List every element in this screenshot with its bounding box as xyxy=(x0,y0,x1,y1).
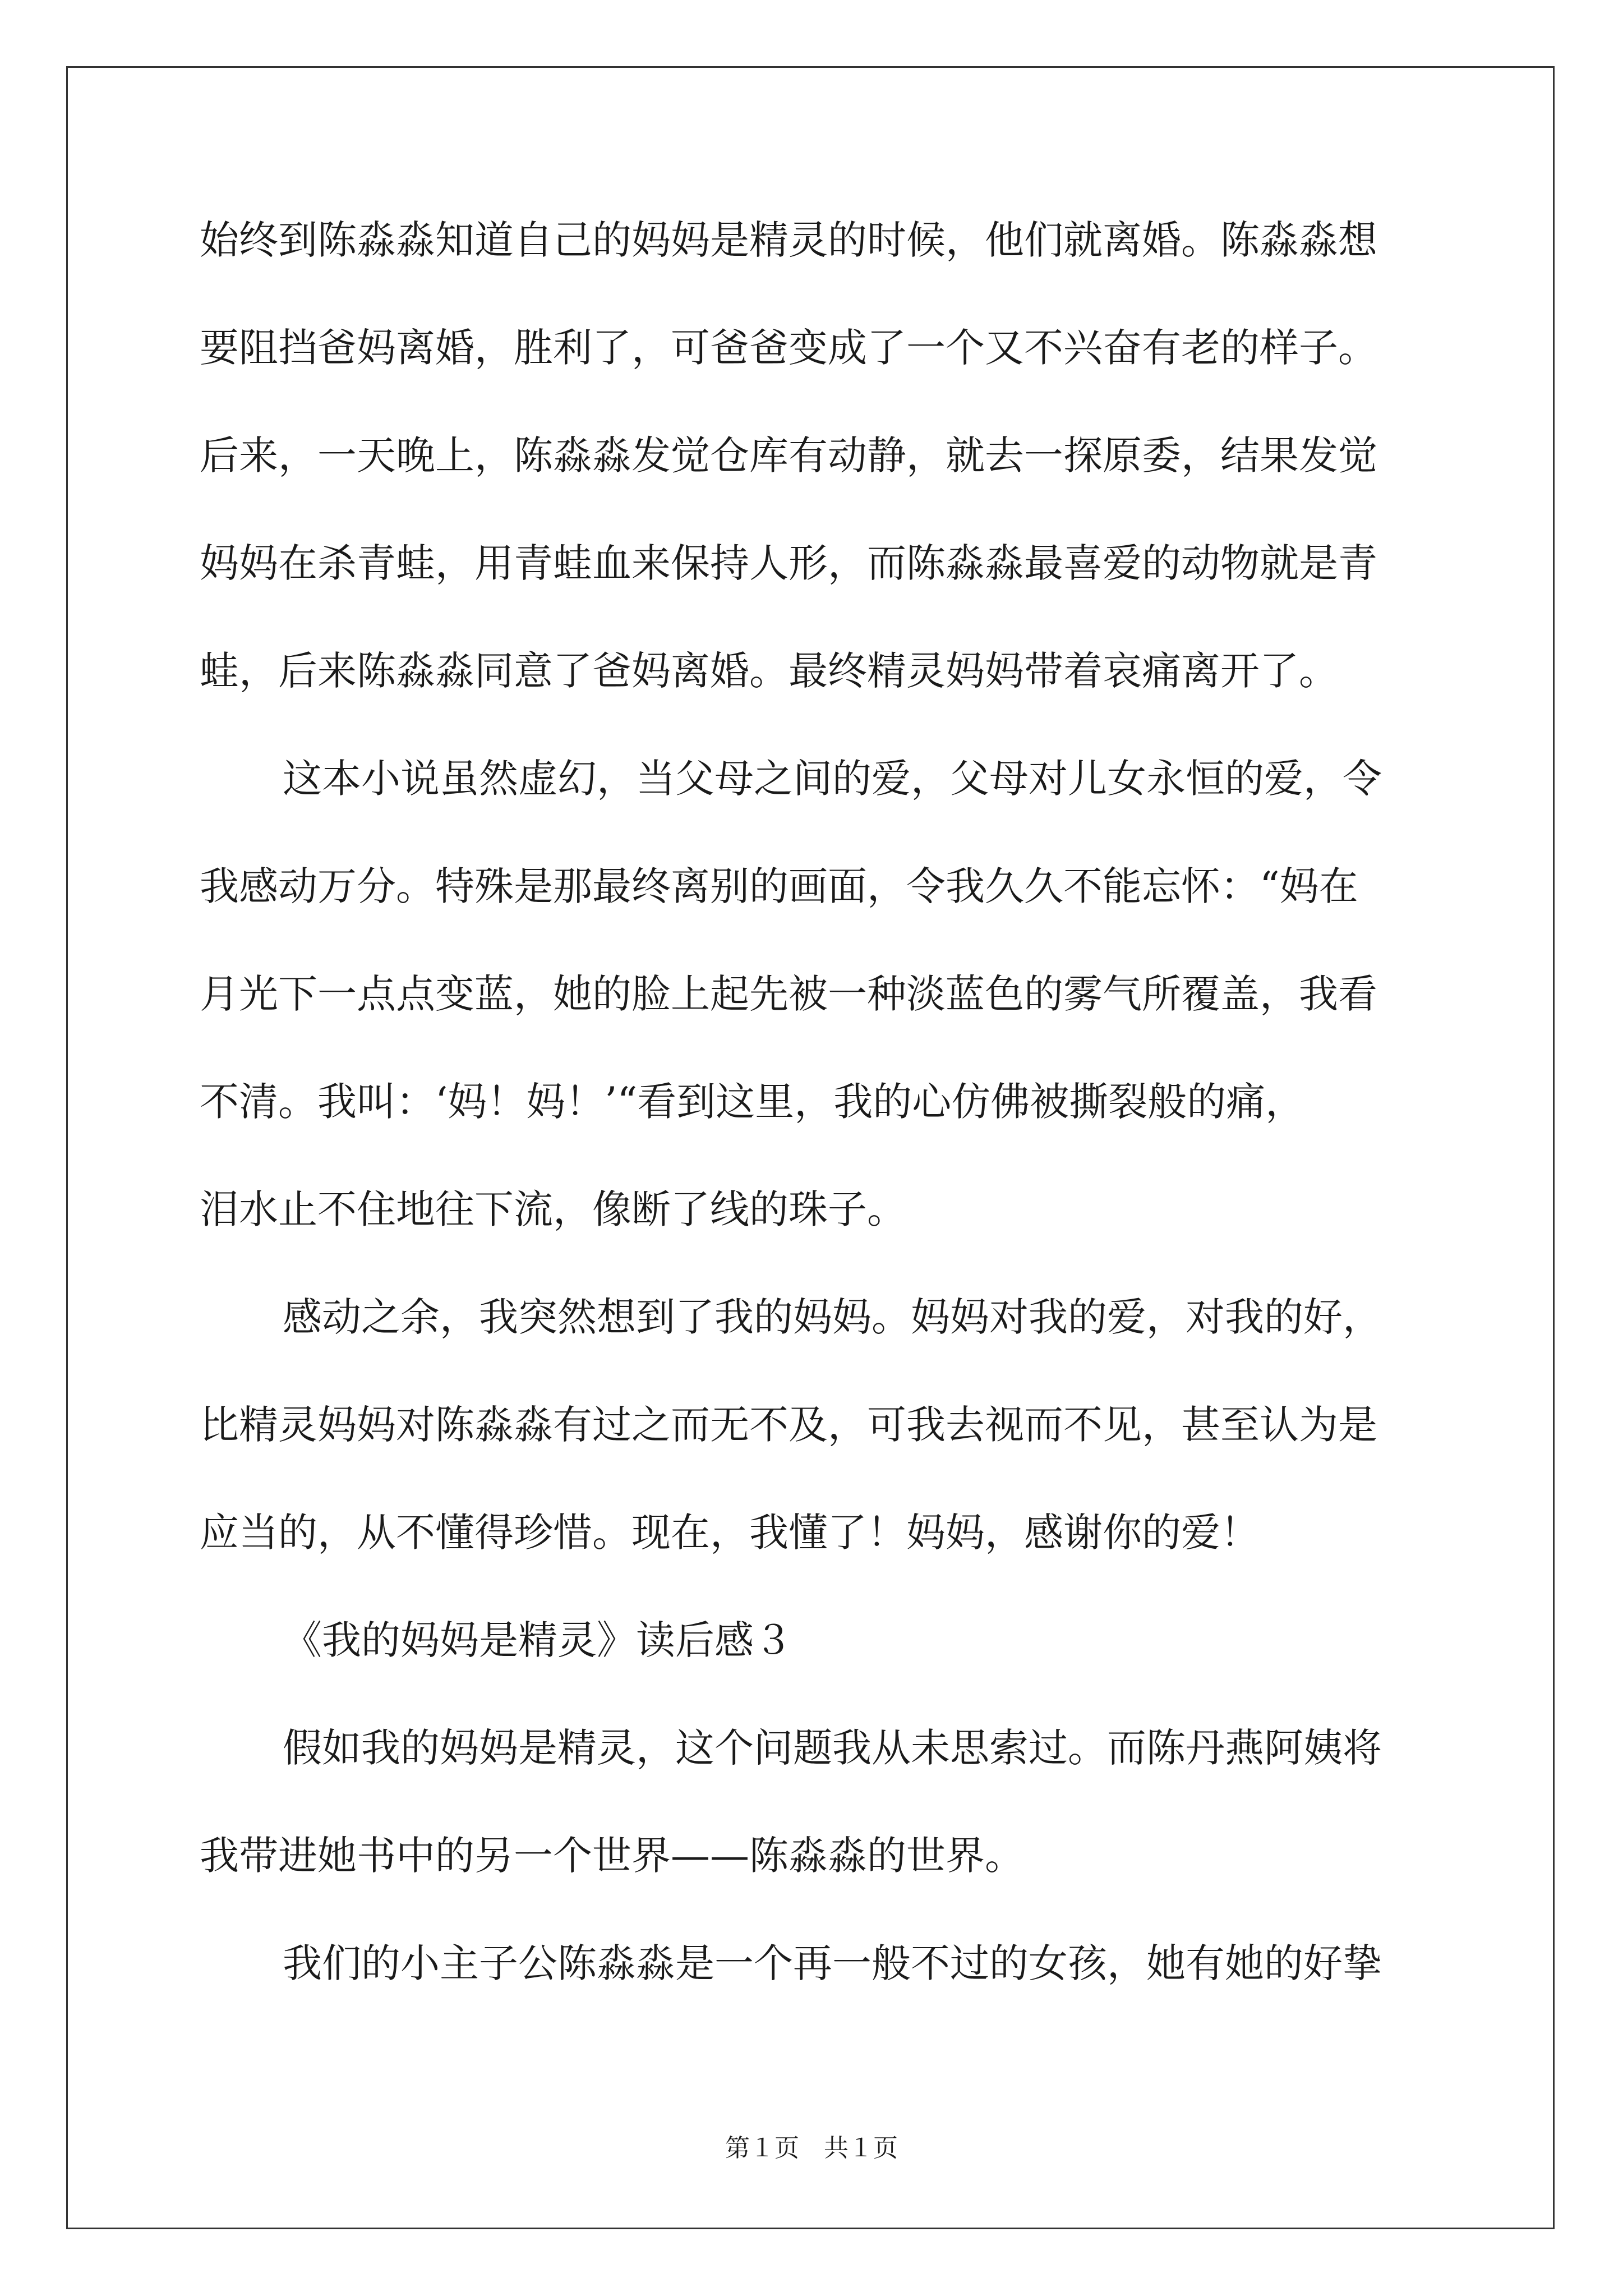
text-line-12: 比精灵妈妈对陈淼淼有过之而无不及，可我去视而不见，甚至认为是 xyxy=(200,1402,1377,1448)
text-line-8: 月光下一点点变蓝，她的脸上起先被一种淡蓝色的雾气所覆盖，我看 xyxy=(200,971,1377,1017)
text-line-3: 后来，一天晚上，陈淼淼发觉仓库有动静，就去一探原委，结果发觉 xyxy=(200,432,1377,478)
text-line-2: 要阻挡爸妈离婚，胜利了，可爸爸变成了一个又不兴奋有老的样子。 xyxy=(200,325,1377,371)
text-line-9: 不清。我叫：‘妈！妈！’“看到这里，我的心仿佛被撕裂般的痛， xyxy=(200,1079,1305,1125)
text-line-4: 妈妈在杀青蛙，用青蛙血来保持人形，而陈淼淼最喜爱的动物就是青 xyxy=(200,540,1377,586)
text-line-15: 假如我的妈妈是精灵，这个问题我从未思索过。而陈丹燕阿姨将 xyxy=(283,1725,1382,1771)
text-line-11: 感动之余，我突然想到了我的妈妈。妈妈对我的爱，对我的好， xyxy=(283,1294,1382,1340)
page-footer: 第１页 共１页 xyxy=(725,2134,898,2162)
text-line-7: 我感动万分。特殊是那最终离别的画面，令我久久不能忘怀：“妈在 xyxy=(200,863,1358,909)
text-line-10: 泪水止不住地往下流，像断了线的珠子。 xyxy=(200,1186,906,1232)
text-line-1: 始终到陈淼淼知道自己的妈妈是精灵的时候，他们就离婚。陈淼淼想 xyxy=(200,217,1377,263)
text-line-16: 我带进她书中的另一个世界——陈淼淼的世界。 xyxy=(200,1833,1024,1879)
text-line-6: 这本小说虽然虚幻，当父母之间的爱，父母对儿女永恒的爱，令 xyxy=(283,756,1382,802)
text-line-5: 蛙，后来陈淼淼同意了爸妈离婚。最终精灵妈妈带着哀痛离开了。 xyxy=(200,648,1338,694)
page-border xyxy=(66,66,1555,2229)
section-heading: 《我的妈妈是精灵》读后感３ xyxy=(283,1617,793,1663)
text-line-17: 我们的小主子公陈淼淼是一个再一般不过的女孩，她有她的好挚 xyxy=(283,1940,1382,1986)
text-line-13: 应当的，从不懂得珍惜。现在，我懂了！妈妈，感谢你的爱！ xyxy=(200,1510,1260,1556)
